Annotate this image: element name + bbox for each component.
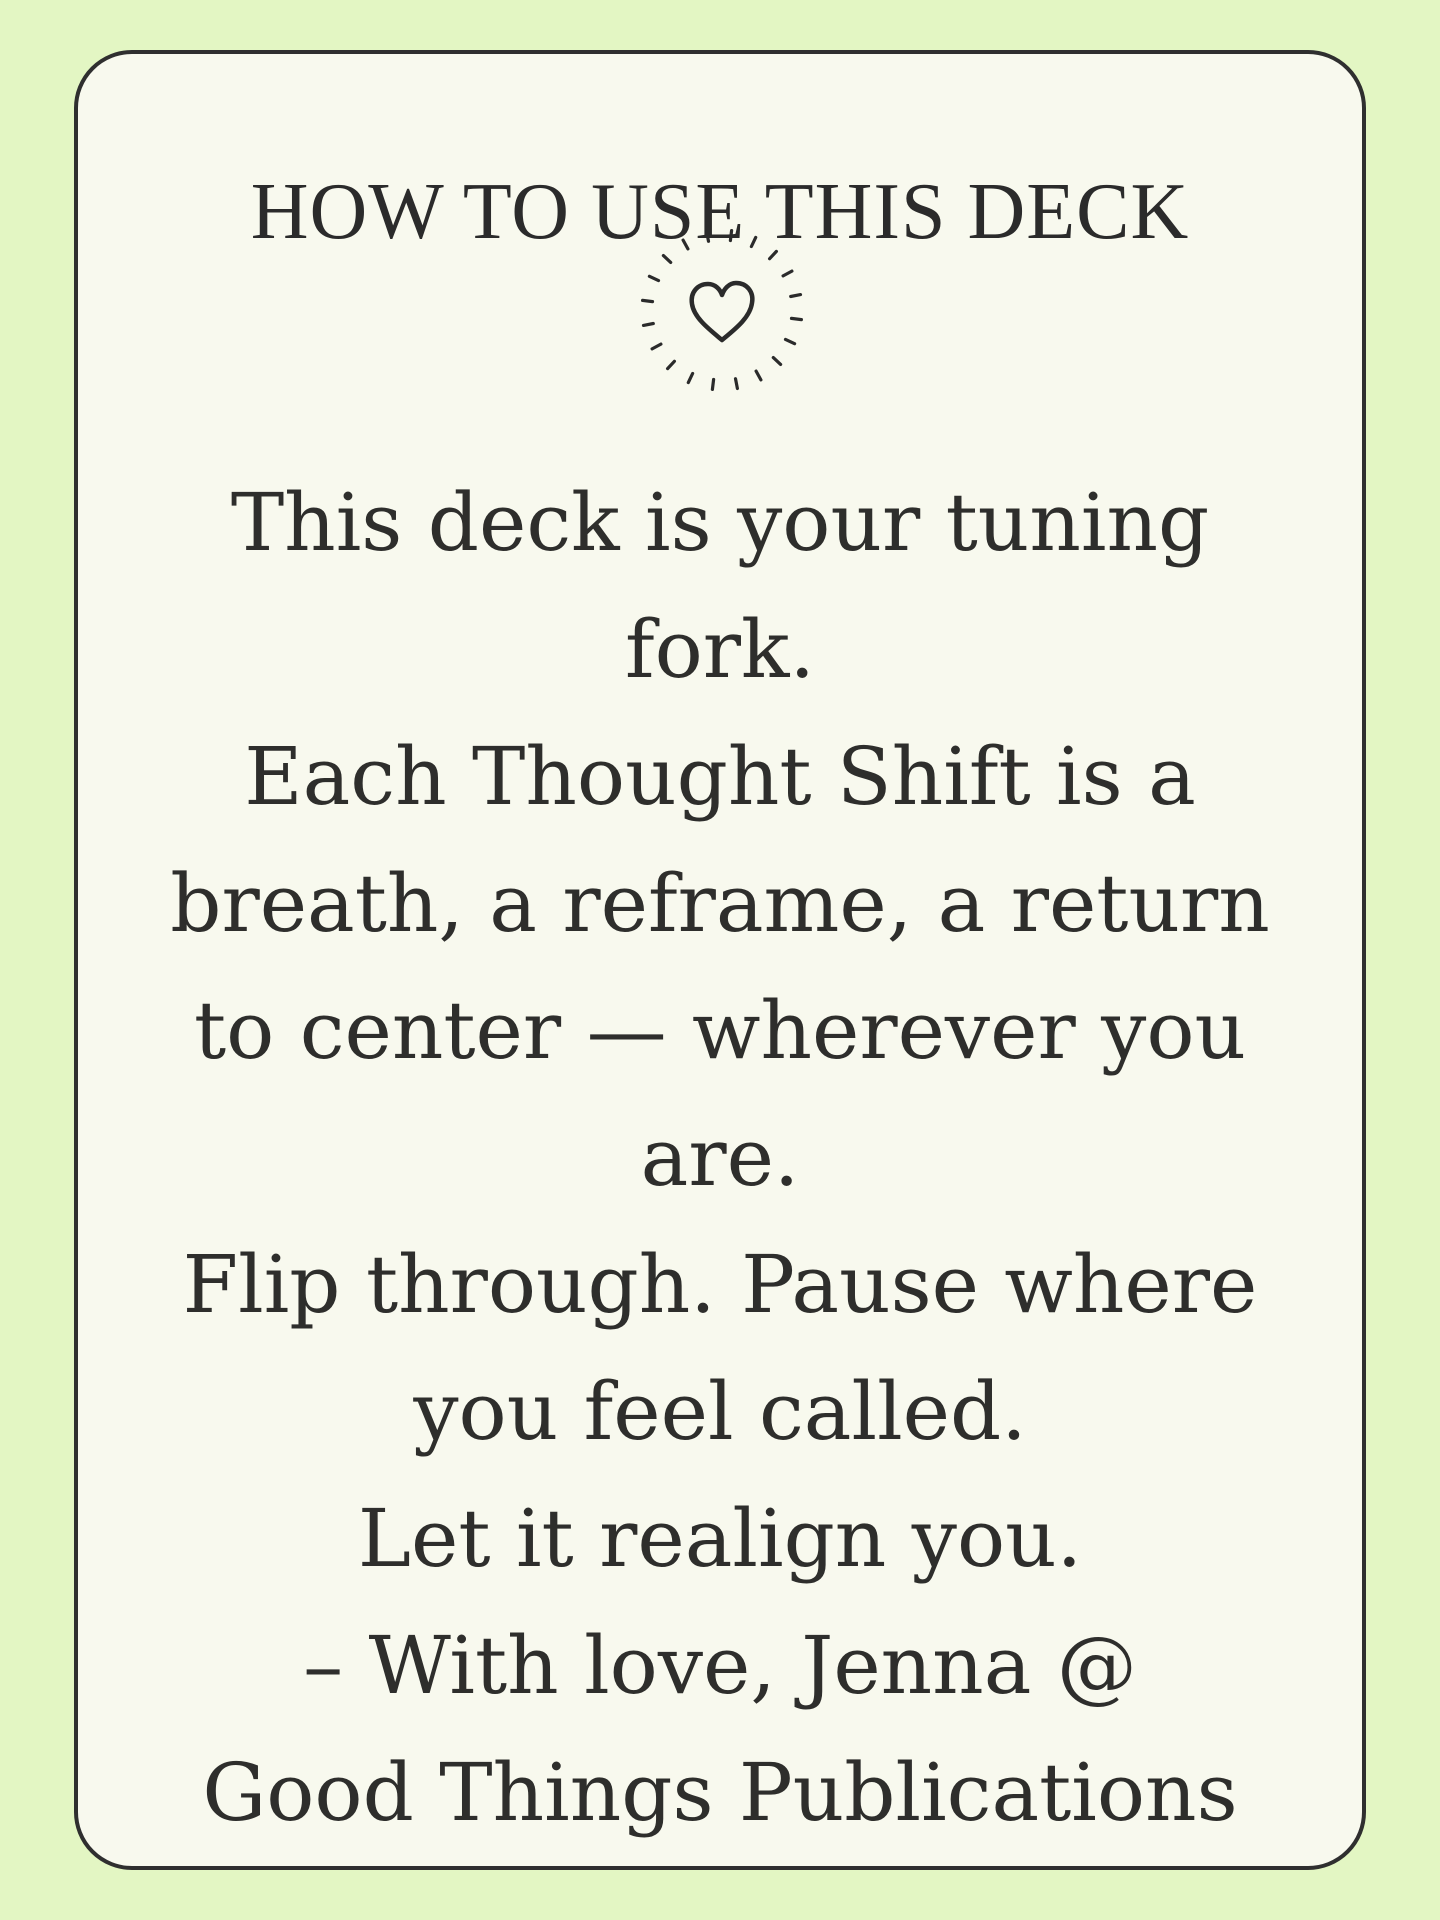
- ornament-ray: [644, 324, 654, 326]
- ornament-ray: [668, 361, 675, 368]
- body-line: Flip through. Pause where: [182, 1238, 1258, 1331]
- body-line: fork.: [625, 603, 815, 696]
- ornament-ray: [783, 271, 792, 276]
- ornament-ray: [736, 379, 738, 389]
- ornament-ray: [663, 256, 670, 263]
- heart-with-rays-icon: [626, 212, 818, 404]
- card-body-text: [158, 459, 1282, 1856]
- ornament-ray: [688, 374, 692, 383]
- ornament-ray: [751, 237, 755, 246]
- body-line: This deck is your tuning: [230, 476, 1210, 569]
- ornament-ray: [791, 295, 801, 297]
- body-line: Let it realign you.: [357, 1492, 1083, 1585]
- body-line: breath, a reframe, a return: [170, 857, 1270, 950]
- ornament-ray: [756, 371, 761, 380]
- ornament-ray: [707, 232, 709, 242]
- body-line: you feel called.: [413, 1365, 1027, 1458]
- ornament-ray: [649, 276, 658, 280]
- body-line: – With love, Jenna @: [303, 1619, 1137, 1712]
- body-line: are.: [640, 1111, 800, 1204]
- ornament-ray: [712, 380, 713, 390]
- ornament-ray: [730, 231, 731, 241]
- ornament-ray: [792, 318, 802, 319]
- body-line: Good Things Publications: [202, 1746, 1238, 1839]
- ornament-ray: [643, 300, 653, 301]
- instruction-card: [74, 50, 1366, 1870]
- ornament-ray: [683, 240, 688, 249]
- body-line: to center — wherever you: [193, 984, 1247, 1077]
- ornament-ray: [786, 339, 795, 343]
- ornament-ray: [770, 251, 777, 258]
- ornament-ray: [773, 358, 780, 365]
- ornament-ray: [652, 344, 661, 349]
- card-title: HOW TO USE THIS DECK: [250, 168, 1190, 256]
- body-line: Each Thought Shift is a: [244, 730, 1196, 823]
